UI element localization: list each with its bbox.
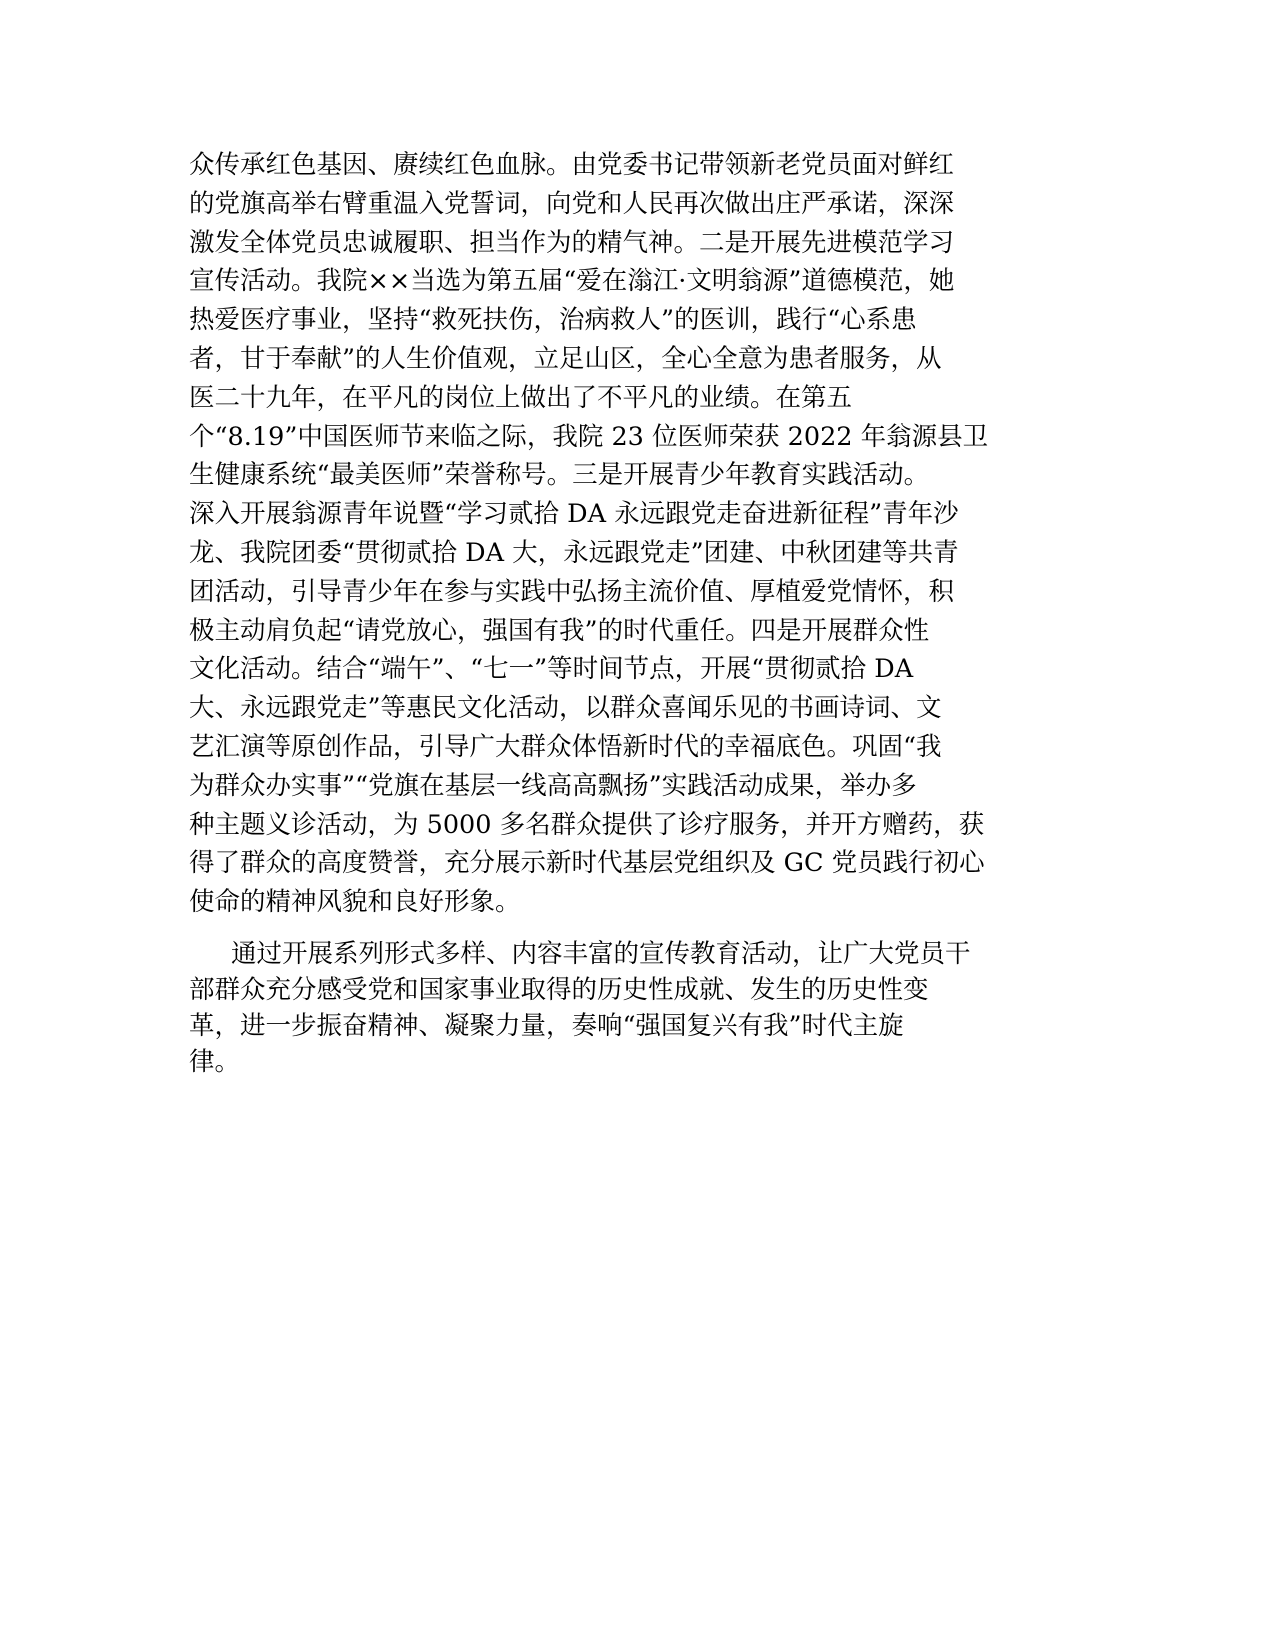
text-line: 部群众充分感受党和国家事业取得的历史性成就、发生的历史性变 — [189, 974, 929, 1005]
text-line: 为群众办实事”“党旗在基层一线高高飘扬”实践活动成果，举办多 — [189, 770, 917, 801]
text-line: 龙、我院团委“贯彻贰拾 DA 大，永远跟党走”团建、中秋团建等共青 — [189, 537, 959, 568]
text-line: 宣传活动。我院××当选为第五届“爱在滃江·文明翁源”道德模范，她 — [189, 266, 955, 297]
paragraph-conclusion — [189, 936, 1089, 1080]
text-line: 艺汇演等原创作品，引导广大群众体悟新时代的幸福底色。巩固“我 — [189, 731, 942, 762]
text-line: 种主题义诊活动，为 5000 多名群众提供了诊疗服务，并开方赠药，获 — [189, 809, 985, 840]
text-line: 革，进一步振奋精神、凝聚力量，奏响“强国复兴有我”时代主旋 — [189, 1010, 904, 1041]
text-line: 律。 — [189, 1046, 241, 1077]
text-line: 大、永远跟党走”等惠民文化活动，以群众喜闻乐见的书画诗词、文 — [189, 693, 942, 724]
text-line: 文化活动。结合“端午”、“七一”等时间节点，开展“贯彻贰拾 DA — [189, 654, 914, 685]
text-line: 通过开展系列形式多样、内容丰富的宣传教育活动，让广大党员干 — [231, 938, 971, 969]
text-line: 热爱医疗事业，坚持“救死扶伤，治病救人”的医训，践行“心系患 — [189, 305, 917, 336]
text-line: 得了群众的高度赞誉，充分展示新时代基层党组织及 GC 党员践行初心 — [189, 848, 985, 879]
document-body — [189, 146, 1089, 1080]
text-line: 团活动，引导青少年在参与实践中弘扬主流价值、厚植爱党情怀，积 — [189, 576, 955, 607]
text-line: 众传承红色基因、赓续红色血脉。由党委书记带领新老党员面对鲜红 — [189, 150, 955, 180]
text-line: 者，甘于奉献”的人生价值观，立足山区，全心全意为患者服务，从 — [189, 343, 942, 374]
text-line: 的党旗高举右臂重温入党誓词，向党和人民再次做出庄严承诺，深深 — [189, 188, 955, 219]
text-line: 极主动肩负起“请党放心，强国有我”的时代重任。四是开展群众性 — [189, 615, 930, 646]
text-line: 使命的精神风貌和良好形象。 — [189, 887, 521, 918]
text-line: 深入开展翁源青年说暨“学习贰拾 DA 永远跟党走奋进新征程”青年沙 — [189, 499, 959, 530]
text-line: 个“8.19”中国医师节来临之际，我院 23 位医师荣获 2022 年翁源县卫 — [189, 421, 989, 452]
text-line: 激发全体党员忠诚履职、担当作为的精气神。二是开展先进模范学习 — [189, 227, 955, 258]
text-line: 医二十九年，在平凡的岗位上做出了不平凡的业绩。在第五 — [189, 382, 853, 413]
text-line: 生健康系统“最美医师”荣誉称号。三是开展青少年教育实践活动。 — [189, 460, 930, 491]
paragraph-activities — [189, 146, 1089, 922]
